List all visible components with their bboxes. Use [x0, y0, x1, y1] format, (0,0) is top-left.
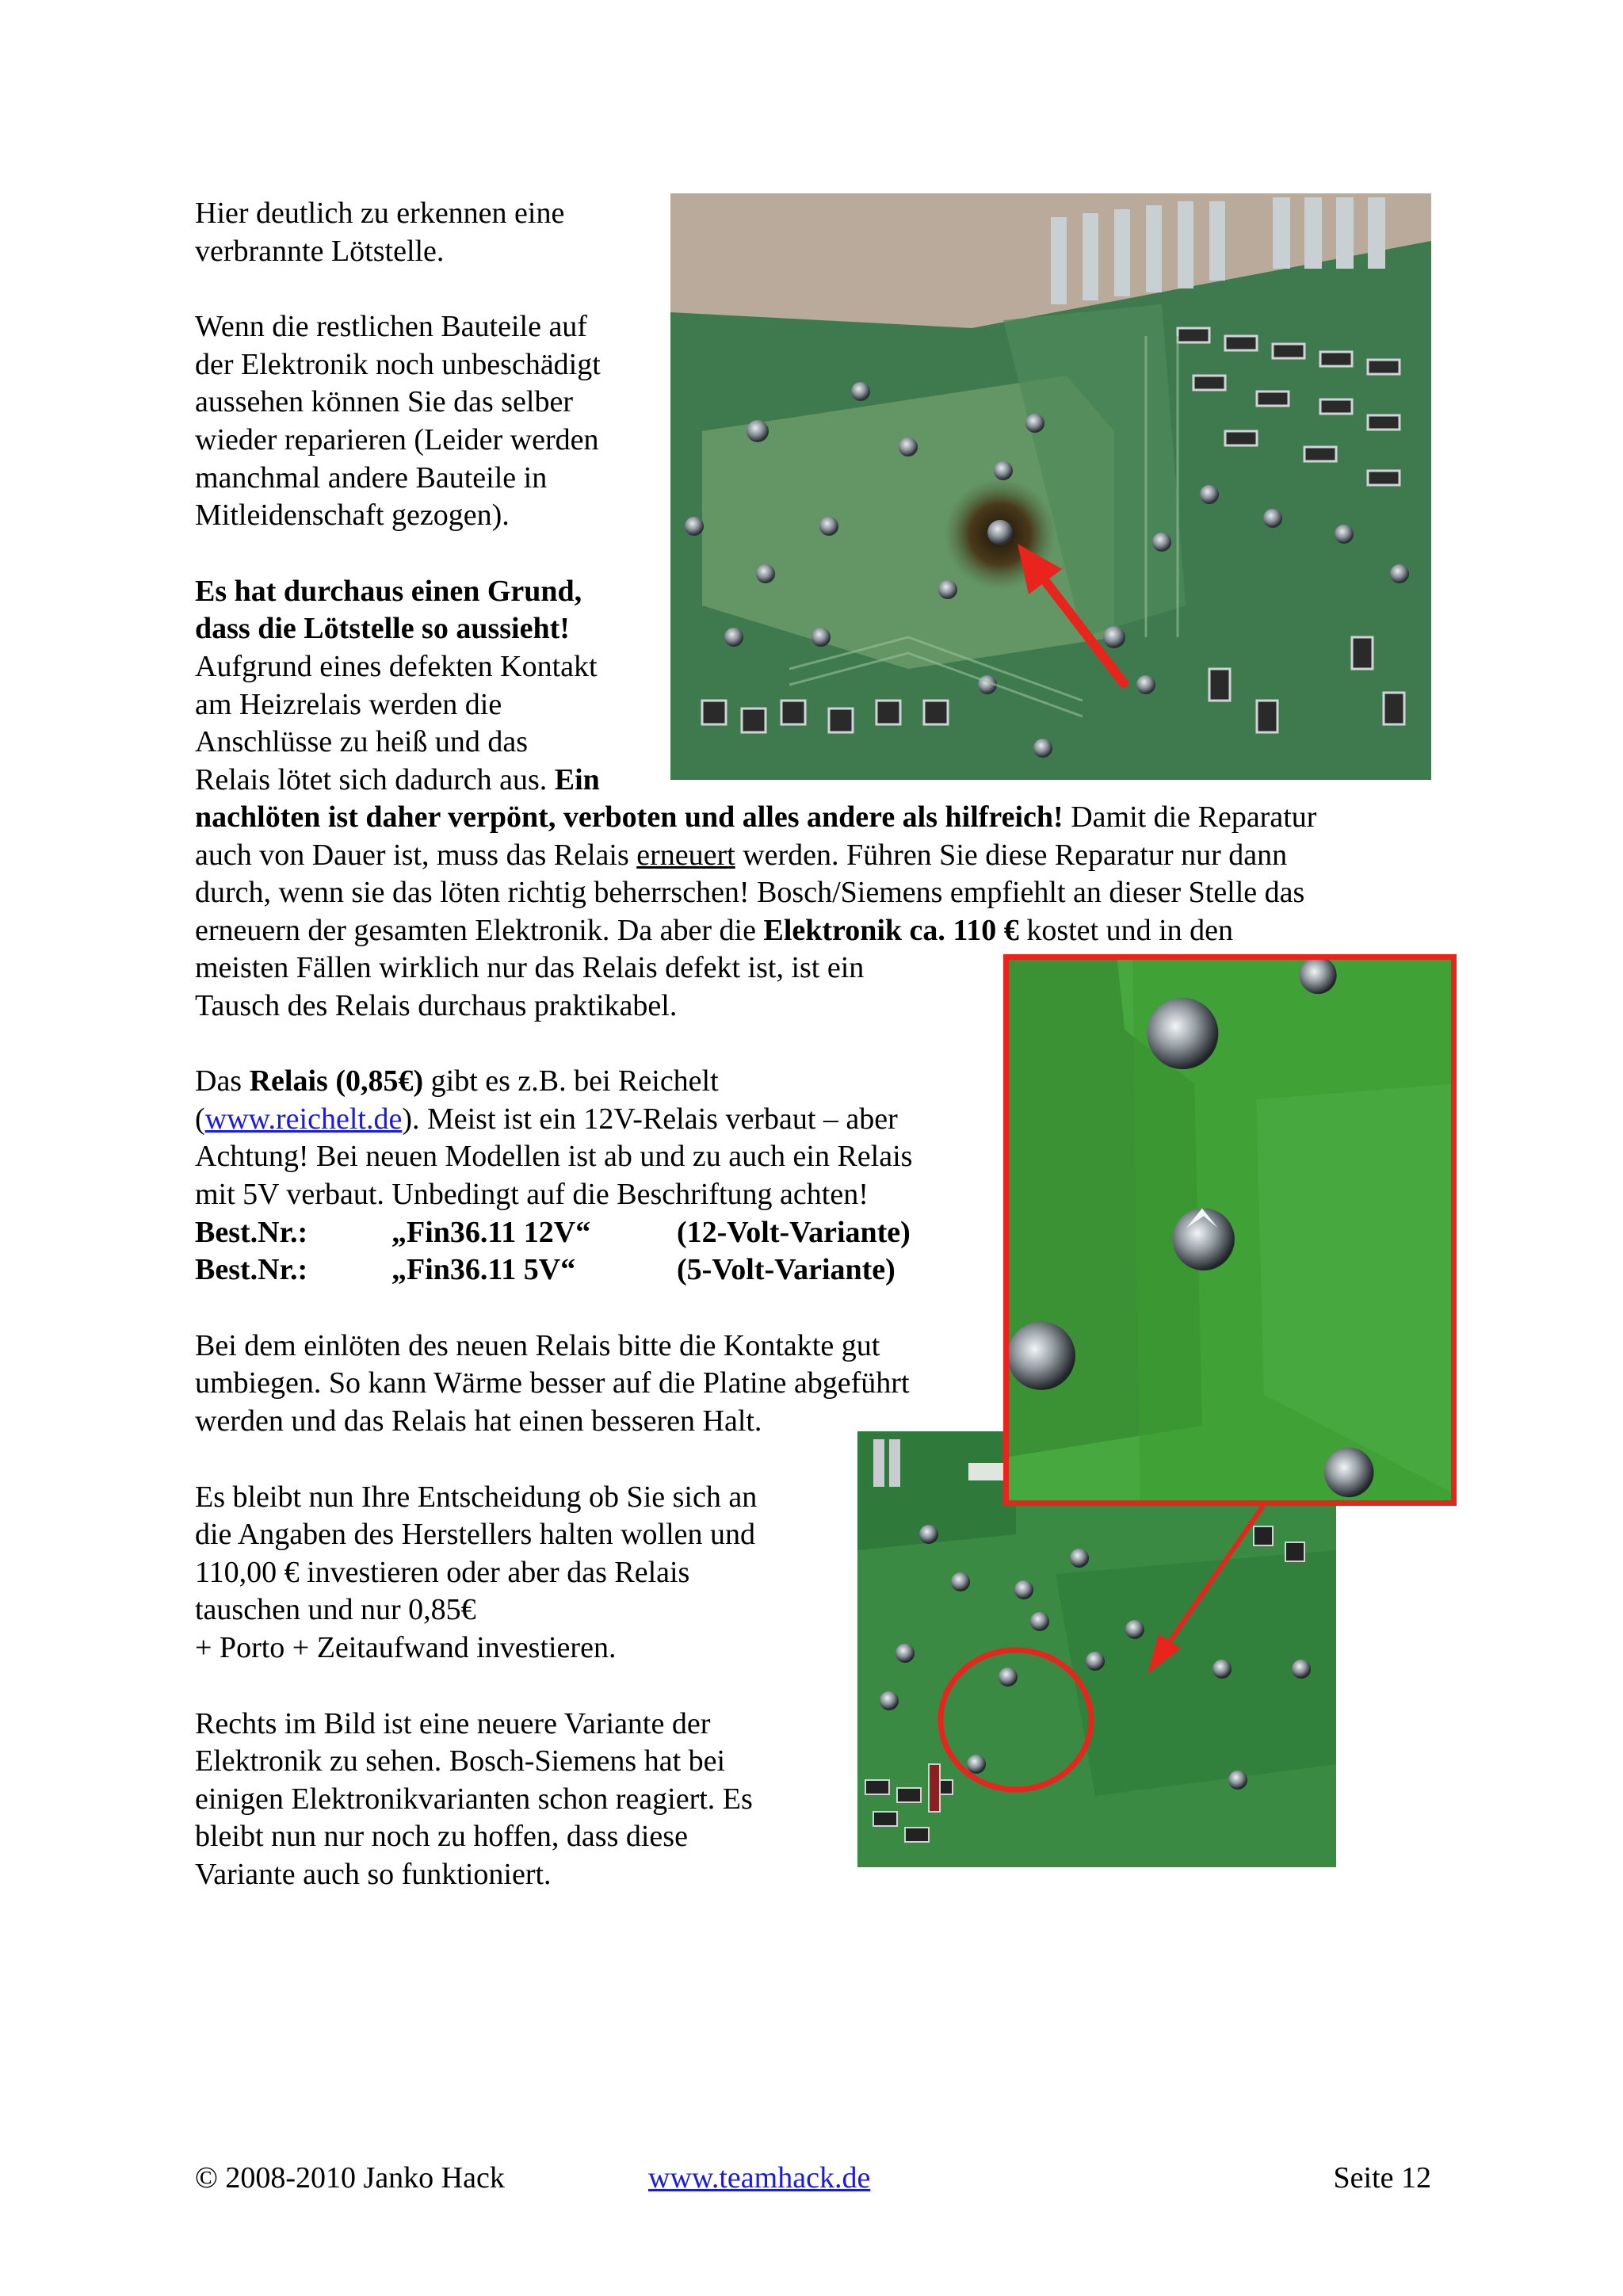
text-line: Achtung! Bei neuen Modellen ist ab und zu auch ein Relais — [195, 1140, 913, 1174]
text-line: Relais lötet sich dadurch aus. Ein — [195, 762, 600, 797]
text-line: wieder reparieren (Leider werden — [195, 422, 599, 457]
text-line: die Angaben des Herstellers halten wollen und — [195, 1518, 756, 1552]
repair-text — [195, 799, 1316, 949]
text-line: umbiegen. So kann Wärme besser auf die Platine abgeführt — [195, 1366, 910, 1400]
order-row-5v: Best.Nr.: „Fin36.11 5V“ (5-Volt-Variante) — [195, 1253, 896, 1287]
warning-heading: Es hat durchaus einen Grund, — [195, 574, 582, 608]
text-line: einigen Elektronikvarianten schon reagiert. Es — [195, 1782, 753, 1816]
text-line: der Elektronik noch unbeschädigt — [195, 347, 601, 381]
text-line: Das Relais (0,85€) gibt es z.B. bei Reichelt — [195, 1064, 719, 1098]
text-line: durch, wenn sie das löten richtig beherrschen! Bosch/Siemens empfiehlt an dieser Stelle das — [195, 876, 1305, 910]
text-line: Aufgrund eines defekten Kontakt — [195, 649, 598, 683]
text-line: werden und das Relais hat einen besseren Halt. — [195, 1404, 762, 1438]
burnt-solder-photo — [670, 193, 1431, 780]
text-line: bleibt nun nur noch zu hoffen, dass diese — [195, 1820, 688, 1854]
text-line: meisten Fällen wirklich nur das Relais defekt ist, ist ein — [195, 951, 865, 984]
footer-copyright: © 2008-2010 Janko Hack — [195, 2161, 505, 2195]
text-line: tauschen und nur 0,85€ — [195, 1593, 476, 1627]
text-line: 110,00 € investieren oder aber das Relais — [195, 1555, 690, 1589]
text-line: erneuern der gesamten Elektronik. Da aber die Elektronik ca. 110 € kostet und in den — [195, 913, 1234, 947]
caption-line: verbrannte Lötstelle. — [195, 234, 445, 268]
text-line: Tausch des Relais durchaus praktikabel. — [195, 988, 678, 1022]
text-line: nachlöten ist daher verpönt, verboten und alles andere als hilfreich! Damit die Reparatur — [195, 800, 1317, 834]
text-line: Wenn die restlichen Bauteile auf — [195, 310, 587, 344]
text-line: Anschlüsse zu heiß und das — [195, 725, 529, 759]
intro-text — [195, 195, 601, 799]
text-line: Mitleidenschaft gezogen). — [195, 499, 510, 533]
text-line: Es bleibt nun Ihre Entscheidung ob Sie sich an — [195, 1480, 758, 1514]
footer-website-link[interactable]: www.teamhack.de — [648, 2161, 871, 2195]
text-line: auch von Dauer ist, muss das Relais erneuert werden. Führen Sie diese Reparatur nur dann — [195, 838, 1288, 872]
order-row-12v: Best.Nr.: „Fin36.11 12V“ (12-Volt-Variante) — [195, 1215, 911, 1249]
warning-heading: dass die Lötstelle so aussieht! — [195, 612, 570, 646]
pcb-image-zoom — [1009, 960, 1451, 1500]
caption-line: Hier deutlich zu erkennen eine — [195, 197, 565, 230]
text-line: manchmal andere Bauteile in — [195, 460, 548, 495]
text-line: Rechts im Bild ist eine neuere Variante der — [195, 1706, 711, 1740]
zoom-inset-photo — [1003, 954, 1457, 1506]
reichelt-link[interactable]: www.reichelt.de — [204, 1102, 403, 1136]
text-line: aussehen können Sie das selber — [195, 385, 573, 419]
text-line: Bei dem einlöten des neuen Relais bitte die Kontakte gut — [195, 1328, 880, 1362]
text-line: Elektronik zu sehen. Bosch-Siemens hat bei — [195, 1744, 726, 1778]
pcb-image-burnt — [670, 193, 1431, 780]
text-line: (www.reichelt.de). Meist ist ein 12V-Relais verbaut – aber — [195, 1102, 898, 1136]
text-line: am Heizrelais werden die — [195, 687, 502, 721]
footer-page-number: Seite 12 — [1333, 2161, 1431, 2195]
text-line: mit 5V verbaut. Unbedingt auf die Beschriftung achten! — [195, 1177, 869, 1211]
text-line: + Porto + Zeitaufwand investieren. — [195, 1630, 617, 1664]
relay-text — [195, 949, 912, 1893]
text-line: Variante auch so funktioniert. — [195, 1857, 552, 1891]
